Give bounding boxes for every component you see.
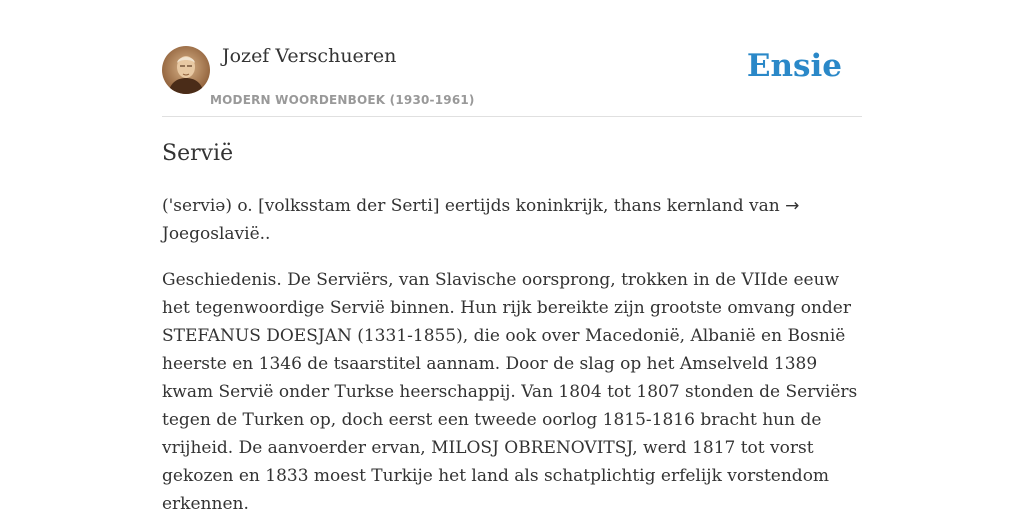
author-portrait-icon	[162, 46, 210, 94]
definition-paragraph	[162, 192, 862, 248]
source-dictionary[interactable]: MODERN WOORDENBOEK (1930-1961)	[210, 93, 475, 107]
definition-text: ('serviə) o. [volksstam der Serti] eertijds koninkrijk, thans kernland van	[162, 196, 786, 216]
history-paragraph: Geschiedenis. De Serviërs, van Slavische oorsprong, trokken in de VIIde eeuw het tegenwoordige Servië binnen. Hun rijk bereikte zijn grootste omvang onder STEFANUS DOESJAN (1331-1855), die ook over Macedonië, Albanië en Bosnië heerste en 1346 de tsaarstitel aannam. Door de slag op het Amselveld 1389 kwam Servië onder Turkse heerschappij. Van 1804 tot 1807 stonden de Serviërs tegen de Turken op, doch eerst een tweede oorlog 1815-1816 bracht hun de vrijheid. De aanvoerder ervan, MILOSJ OBRENOVITSJ, werd 1817 tot vorst gekozen en 1833 moest Turkije het land als schatplichtig erfelijk vorstendom erkennen.	[162, 270, 858, 512]
brand-logo[interactable]: Ensie	[746, 48, 842, 84]
article	[162, 138, 862, 512]
cross-reference-arrow-icon: →	[785, 196, 800, 216]
author-avatar[interactable]	[162, 46, 210, 94]
cross-reference-link[interactable]: Joegoslavië..	[162, 224, 271, 244]
page-title: Servië	[162, 141, 234, 166]
author-name[interactable]: Jozef Verschueren	[222, 45, 397, 67]
header	[162, 44, 862, 117]
